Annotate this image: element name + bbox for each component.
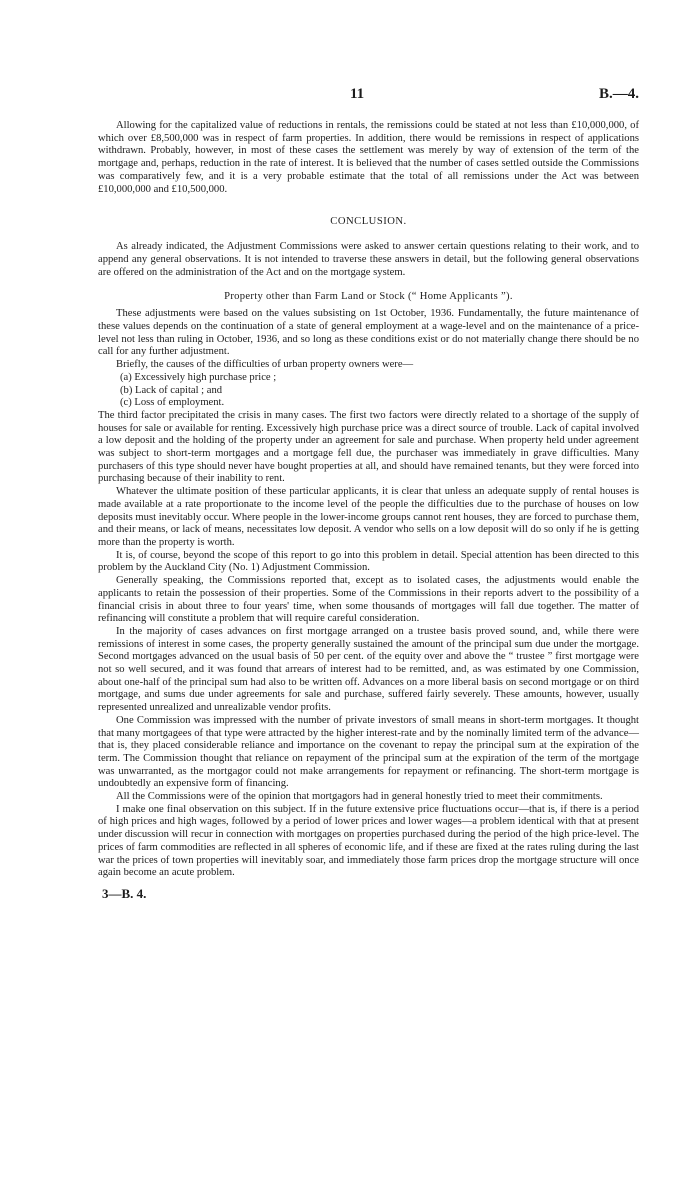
conclusion-paragraph: As already indicated, the Adjustment Commissions were asked to answer certain questions relating to their work, and to append any general observations. It is not intended to traverse these answers in detail, but the following general observations are offered on the administration of the Act and on the mortgage system. — [98, 241, 639, 278]
conclusion-heading: CONCLUSION. — [330, 216, 407, 228]
list-item: (b) Lack of capital ; and — [120, 384, 223, 396]
list-item: (a) Excessively high purchase price ; — [120, 371, 277, 383]
paragraph: Briefly, the causes of the difficulties of urban property owners were— — [116, 359, 414, 371]
paragraph: Whatever the ultimate position of these particular applicants, it is clear that unless an adequate supply of rental houses is made available at a rate proportionate to the income level of the people the difficulties due to the purchase of houses on low deposits must inevitably occur. Where people in the lower-income groups cannot rent houses, they are forced to purchase them, and their means, or lack of means, necessitates low deposit. A vendor who sells on a low deposit will do so only if he is getting more than the property is worth. — [98, 486, 639, 548]
page-number: 11 — [350, 86, 365, 102]
paragraph: The third factor precipitated the crisis in many cases. The first two factors were directly related to a shortage of the supply of houses for sale or available for renting. Excessively high purchase price was a direct source of trouble. Lack of capital involved a low deposit and the holding of the property under an agreement for sale and purchase. When property held under agreement was subject to short-term mortgages and a mortgage fell due, the purchaser was immediately in grave difficulties. Many purchasers of this type should never have bought properties at all, and should have remained tenants, but they were forced into purchasing because of their inability to rent. — [98, 409, 639, 485]
list-item: (c) Loss of employment. — [120, 397, 225, 409]
causes-list — [120, 372, 639, 410]
paragraph: It is, of course, beyond the scope of this report to go into this problem in detail. Special attention has been directed to this problem by the Auckland City (No. 1) Adjustment Commission. — [98, 549, 639, 574]
paragraph: One Commission was impressed with the number of private investors of small means in short-term mortgages. It thought that many mortgagees of that type were attracted by the higher interest-rate and by the nominally limited term of the advance—that is, they placed considerable reliance and importance on the covenant to repay the principal sum at the expiration of the term. The Commission thought that reliance on repayment of the principal sum at the expiration of the term of the mortgage was unwarranted, as the mortgagor could not make arrangements for repayment or refinancing. The short-term mortgage is undoubtedly an expensive form of financing. — [98, 714, 639, 790]
section-heading: Property other than Farm Land or Stock (“ Home Applicants ”). — [224, 291, 513, 303]
paragraph: All the Commissions were of the opinion that mortgagors had in general honestly tried to meet their commitments. — [116, 791, 603, 803]
paragraph: In the majority of cases advances on first mortgage arranged on a trustee basis proved sound, and, while there were remissions of interest in some cases, the property generally sustained the amount of the principal sum due under the mortgage. Second mortgages advanced on the usual basis of 50 per cent. of the equity over and above the “ trustee ” first mortgage were not so well secured, and it was found that arrears of interest had to be remitted, and, as was estimated by one Commission, about one-half of the principal sum had also to be written off. Advances on a more liberal basis on second mortgage or on third mortgage, and sums due under agreements for sale and purchase, suffered fairly severely. These amounts, however, usually represented unrealized and unrealizable vendor profits. — [98, 625, 639, 714]
intro-paragraph: Allowing for the capitalized value of reductions in rentals, the remissions could be stated at not less than £10,000,000, of which over £8,500,000 was in respect of farm properties. In addition, there would be remissions in respect of applications withdrawn. Probably, however, in most of these cases the settlement was merely by way of extension of the term of the mortgage and, perhaps, reduction in the rate of interest. It is believed that the number of cases settled outside the Commissions was comparatively few, and it is a very probable estimate that the total of all remissions under the Act was between £10,000,000 and £10,500,000. — [98, 120, 639, 195]
document-reference: B.—4. — [598, 86, 639, 102]
paragraph: I make one final observation on this subject. If in the future extensive price fluctuations occur—that is, if there is a period of high prices and high wages, followed by a period of lower prices and lower wages—a problem identical with that at present under discussion will recur in connection with mortgages on properties purchased during the period of the high price-level. The prices of farm commodities are reflected in all spheres of economic life, and if these are fixed at the rates ruling during the last war the prices of town properties will inevitably soar, and immediately those farm prices drop the mortgage structure will once again become an acute problem. — [98, 803, 639, 879]
paragraph: Generally speaking, the Commissions reported that, except as to isolated cases, the adjustments would enable the applicants to retain the possession of their properties. Some of the Commissions in their reports advert to the possibility of a financial crisis in about three to four years' time, when some thousands of mortgages will fall due together. The matter of refinancing will constitute a problem that will require careful consideration. — [98, 575, 639, 625]
paragraph: These adjustments were based on the values subsisting on 1st October, 1936. Fundamentally, the future maintenance of these values depends on the continuation of a state of general employment at a wage-level and on the maintenance of a price-level not less than ruling in October, 1936, and so long as these conditions exist or do not materially change there should be no call for any further adjustment. — [98, 308, 639, 358]
document-page — [98, 86, 639, 902]
footer-signature: 3—B. 4. — [102, 885, 147, 901]
page-header — [98, 86, 639, 120]
